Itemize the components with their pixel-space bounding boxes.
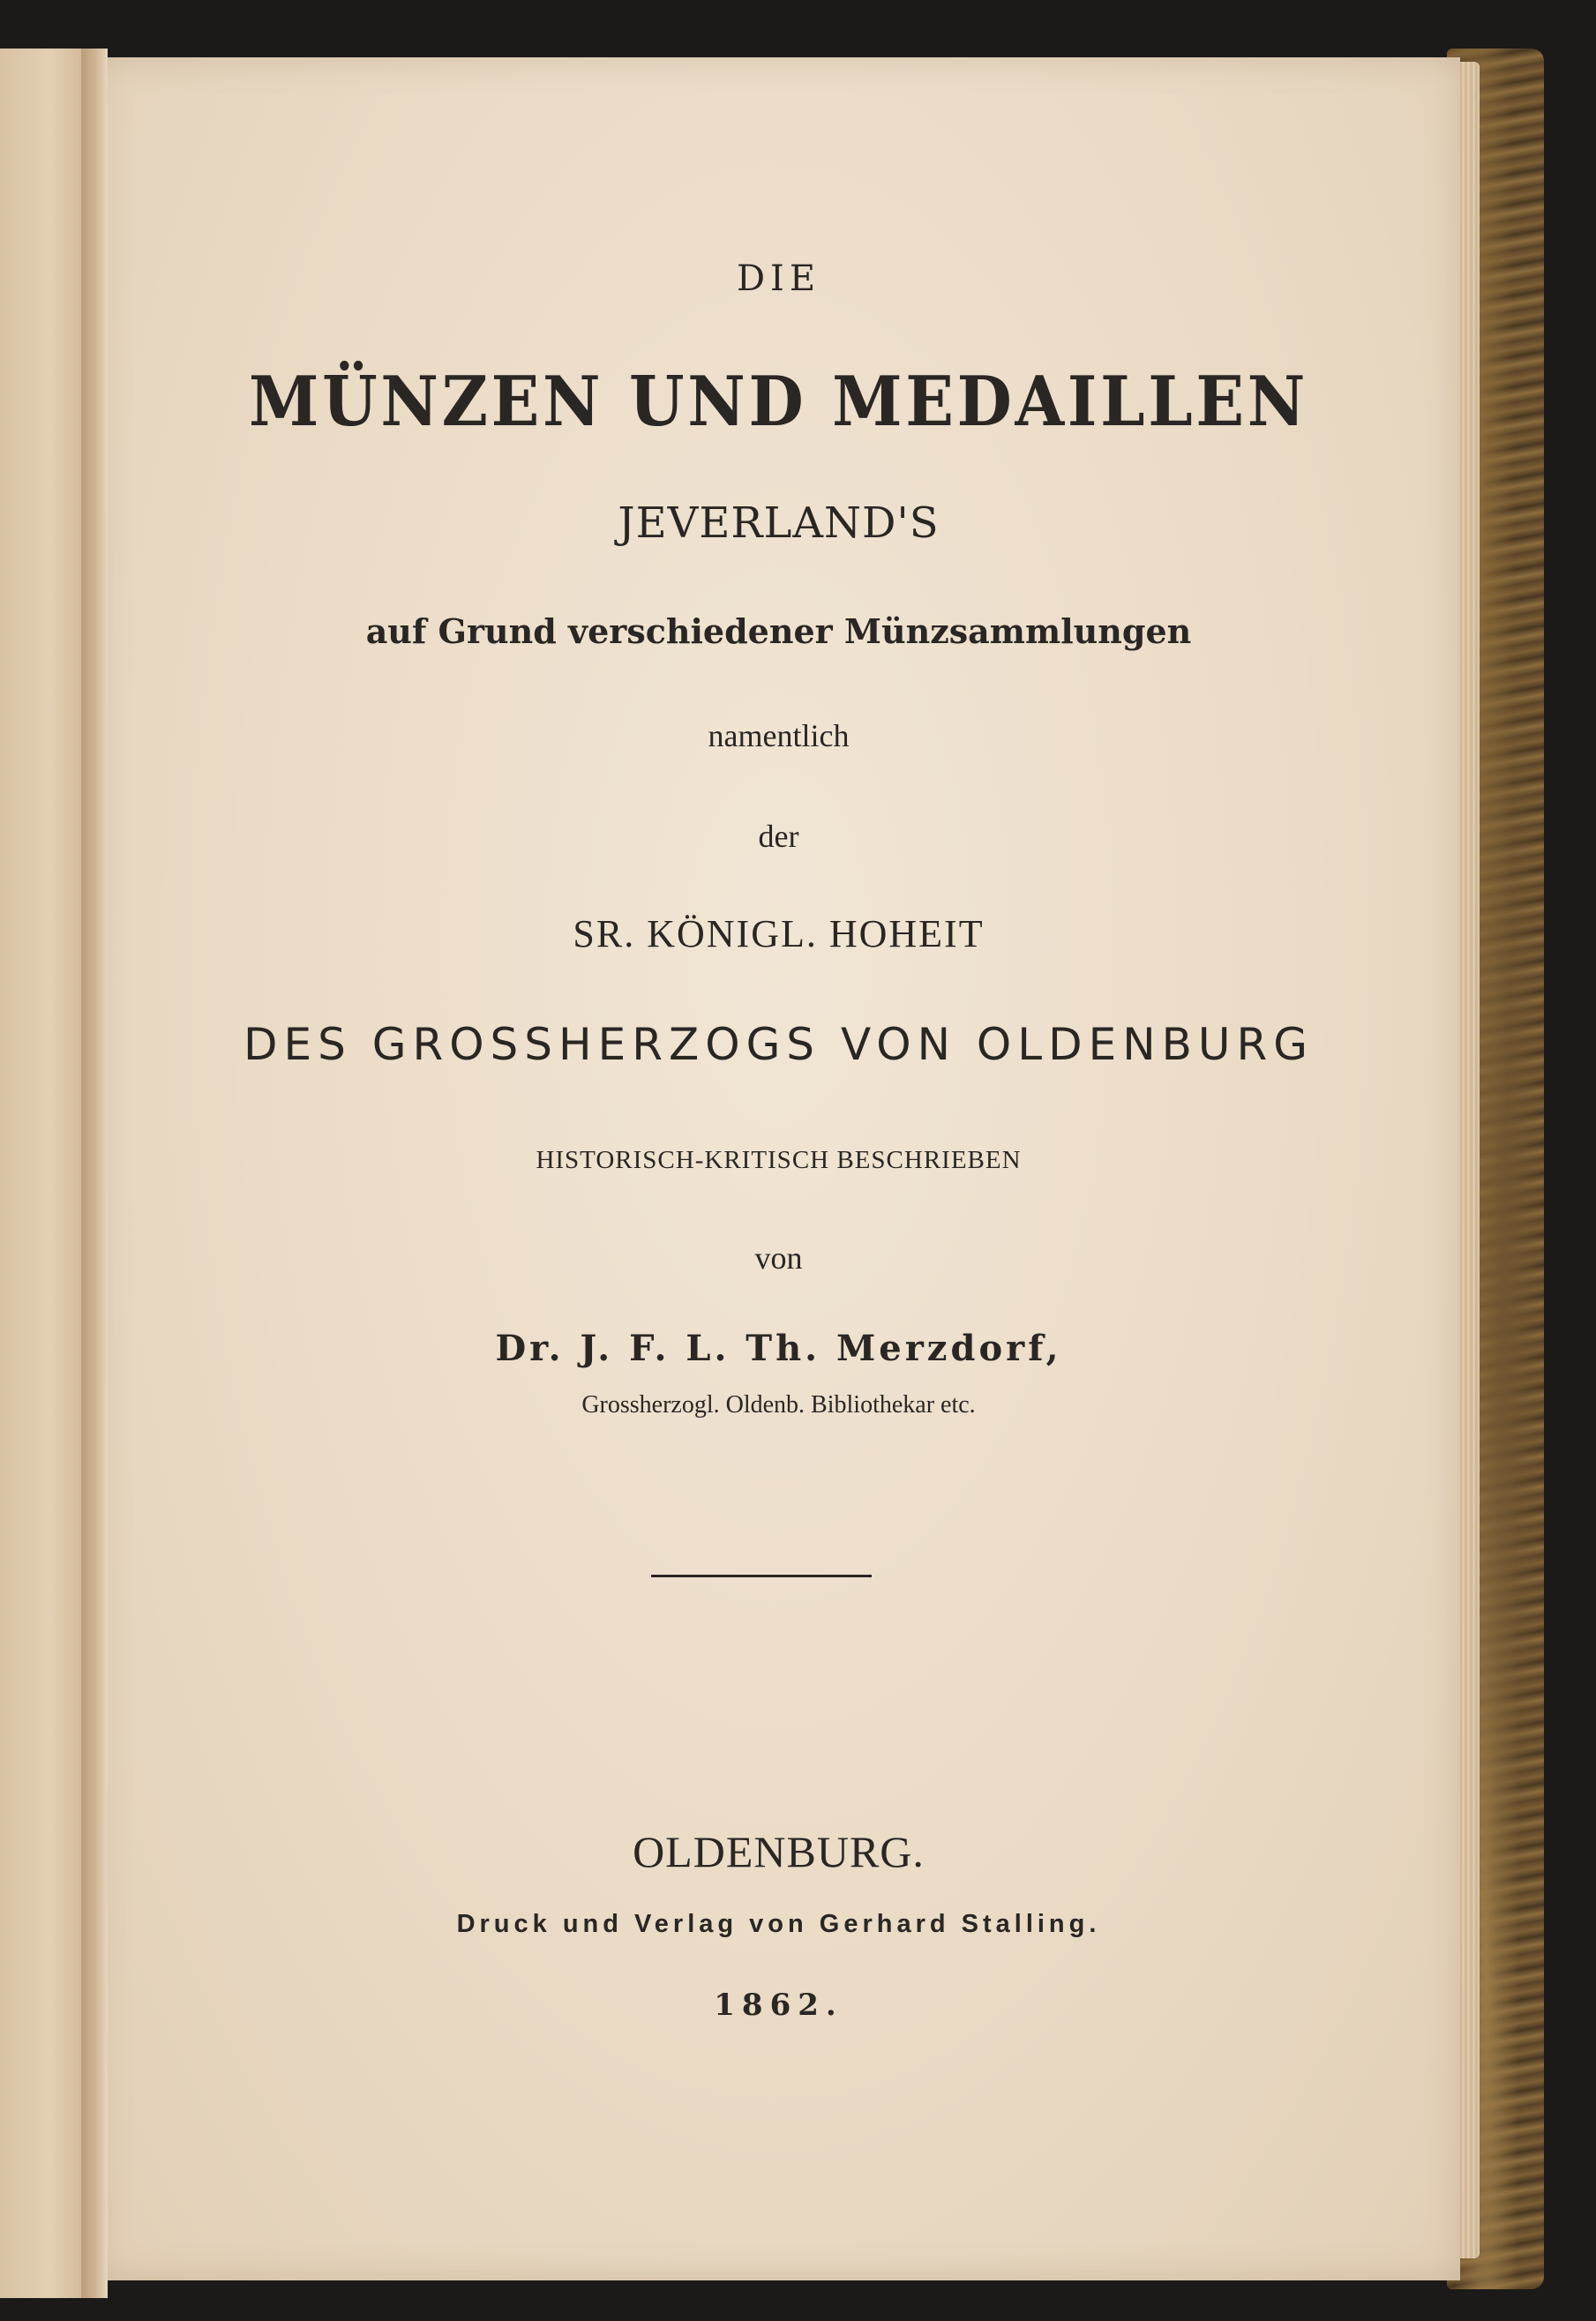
title-der: der: [758, 819, 799, 854]
collection-owner-line1: SR. KÖNIGL. HOHEIT: [573, 912, 985, 955]
title-page: [97, 57, 1460, 2280]
collection-owner-line2: DES GROSSHERZOGS VON OLDENBURG: [243, 1019, 1315, 1070]
title-article: DIE: [736, 258, 821, 299]
book-gutter: [81, 49, 108, 2298]
previous-page-edge: [0, 49, 84, 2298]
author-role: Grossherzogl. Oldenb. Bibliothekar etc.: [581, 1391, 976, 1419]
title-basis: auf Grund verschiedener Münzsammlungen: [365, 611, 1192, 651]
divider-rule: [651, 1575, 872, 1577]
imprint-printer: Druck und Verlag von Gerhard Stalling.: [456, 1910, 1101, 1938]
imprint-city: OLDENBURG.: [633, 1827, 925, 1876]
imprint-year: 1862.: [714, 1988, 843, 2023]
title-namentlich: namentlich: [708, 718, 850, 753]
title-subject: JEVERLAND'S: [618, 498, 940, 548]
title-by: von: [754, 1240, 803, 1276]
main-title: MÜNZEN UND MEDAILLEN: [248, 362, 1309, 442]
author-name: Dr. J. F. L. Th. Merzdorf,: [495, 1328, 1062, 1369]
title-description: HISTORISCH-KRITISCH BESCHRIEBEN: [536, 1146, 1022, 1174]
